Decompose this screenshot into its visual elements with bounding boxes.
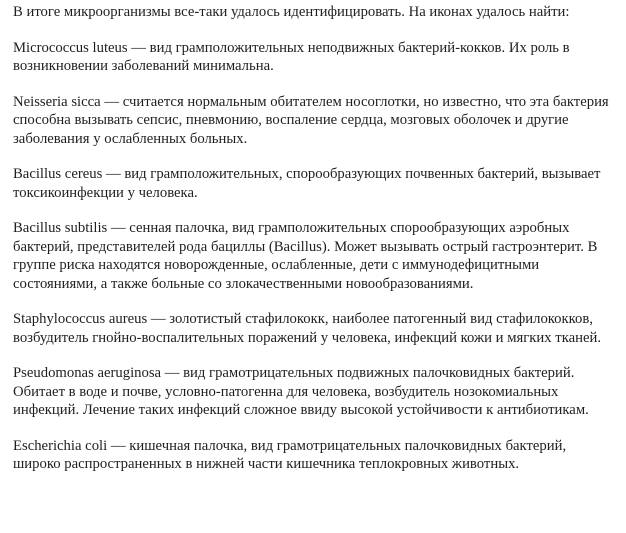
entry-description: — кишечная палочка, вид грамотрицательных палочковидных бактерий, широко распространенных в нижней части кишечника теплокровных животных. — [13, 437, 567, 472]
entry-paragraph-escherichia-coli — [13, 437, 612, 474]
entry-name: Micrococcus luteus — [13, 39, 128, 56]
entry-description: — сенная палочка, вид грамположительных спорообразующих аэробных бактерий, представителей рода бациллы (Bacillus). Может вызывать острый гастроэнтерит. В группе риска находятся новорожденные, ослабленные, дети с иммунодефицитными состояниями, а также больные со злокачественными новообразованиями. — [13, 220, 598, 292]
entry-name: Escherichia coli — [13, 437, 108, 454]
entry-paragraph-bacillus-cereus — [13, 165, 612, 202]
entry-paragraph-staphylococcus-aureus — [13, 310, 612, 347]
entry-description: — золотистый стафилококк, наиболее патогенный вид стафилококков, возбудитель гнойно-воспалительных поражений у человека, инфекций кожи и мягких тканей. — [13, 311, 602, 346]
entry-description: — вид грамположительных, спорообразующих почвенных бактерий, вызывает токсикоинфекции у человека. — [13, 166, 601, 201]
entry-description: — считается нормальным обитателем носоглотки, но известно, что эта бактерия способна вызывать сепсис, пневмонию, воспаление сердца, мозговых оболочек и другие заболевания у ослабленных больных. — [13, 93, 609, 147]
entry-description: — вид грамположительных неподвижных бактерий-кокков. Их роль в возникновении заболеваний минимальна. — [13, 39, 570, 74]
intro-paragraph: В итоге микроорганизмы все-таки удалось идентифицировать. На иконах удалось найти: — [13, 4, 570, 20]
entry-paragraph-neisseria-sicca — [13, 93, 612, 149]
entry-name: Pseudomonas aeruginosa — [13, 365, 162, 381]
entry-name: Bacillus subtilis — [13, 220, 108, 236]
entry-name: Bacillus cereus — [13, 166, 103, 182]
entry-paragraph-bacillus-subtilis — [13, 219, 612, 293]
entry-name: Neisseria sicca — [13, 93, 101, 110]
entry-name: Staphylococcus aureus — [13, 311, 148, 327]
entry-paragraph-micrococcus-luteus — [13, 39, 612, 76]
entry-description: — вид грамотрицательных подвижных палочковидных бактерий. Обитает в воде и почве, условно-патогенна для человека, возбудитель нозокомиальных инфекций. Лечение таких инфекций сложное ввиду высокой устойчивости к антибиотикам. — [13, 365, 589, 418]
entry-paragraph-pseudomonas-aeruginosa — [13, 364, 612, 420]
